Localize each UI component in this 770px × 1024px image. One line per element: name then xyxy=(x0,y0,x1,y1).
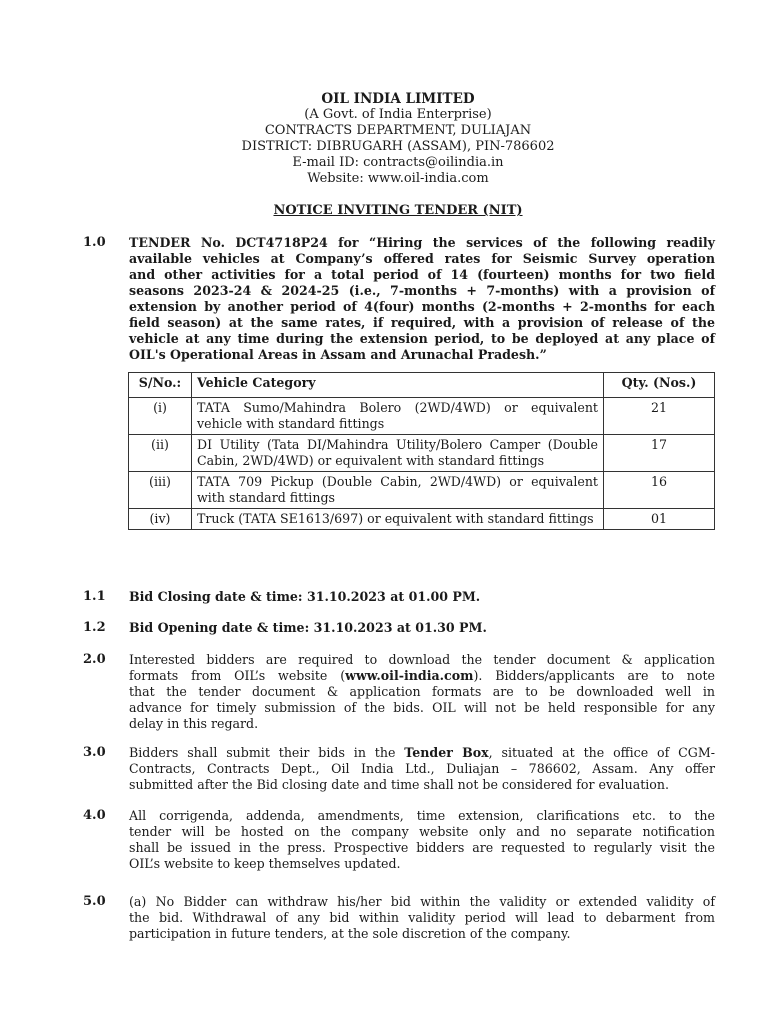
text-fragment: ). Bidders/applicants are to note xyxy=(473,668,716,683)
text-line: Interested bidders are required to download the tender document & application xyxy=(129,652,715,667)
cell-qty: 21 xyxy=(604,398,715,435)
website-link-text: www.oil-india.com xyxy=(345,668,474,683)
cell-category: TATA 709 Pickup (Double Cabin, 2WD/4WD) or equivalent with standard fittings xyxy=(192,472,604,509)
text-line: and other activities for a total period of 14 (fourteen) months for two field xyxy=(129,267,715,282)
table-row xyxy=(129,398,715,435)
cell-sno: (iv) xyxy=(129,509,192,530)
text-line: submitted after the Bid closing date and time shall not be considered for evaluation. xyxy=(129,777,669,792)
notice-title: NOTICE INVITING TENDER (NIT) xyxy=(273,203,523,218)
department-name: CONTRACTS DEPARTMENT, DULIAJAN xyxy=(264,123,532,138)
text-line: Contracts, Contracts Dept., Oil India Ltd., Duliajan – 786602, Assam. Any offer xyxy=(129,761,715,776)
text-line: that the tender document & application formats are to be downloaded well in xyxy=(129,684,715,699)
vehicle-table xyxy=(128,372,715,530)
text-line: vehicle at any time during the extension period, to be deployed at any place of xyxy=(129,331,715,346)
bid-closing-text: Bid Closing date & time: 31.10.2023 at 01.00 PM. xyxy=(129,589,481,604)
text-line: seasons 2023-24 & 2024-25 (i.e., 7-months + 7-months) with a provision of xyxy=(129,283,715,298)
text-line: delay in this regard. xyxy=(129,716,259,731)
tender-box-text: Tender Box xyxy=(404,745,489,760)
text-line: OIL's Operational Areas in Assam and Arunachal Pradesh.” xyxy=(129,347,547,362)
section-number: 1.1 xyxy=(83,589,106,604)
header-sno: S/No.: xyxy=(129,373,192,398)
section-number: 4.0 xyxy=(83,808,106,823)
section-number: 3.0 xyxy=(83,745,106,760)
district-address: DISTRICT: DIBRUGARH (ASSAM), PIN-786602 xyxy=(241,139,555,154)
text-line xyxy=(129,668,715,684)
cell-category: Truck (TATA SE1613/697) or equivalent with standard fittings xyxy=(192,509,604,530)
table-row xyxy=(129,472,715,509)
section-3-0-text xyxy=(129,745,715,793)
text-line: field season) at the same rates, if required, with a provision of release of the xyxy=(129,315,715,330)
text-line: TENDER No. DCT4718P24 for “Hiring the services of the following readily xyxy=(129,235,715,250)
text-line: shall be issued in the press. Prospective bidders are requested to regularly visit the xyxy=(129,840,715,855)
text-line: advance for timely submission of the bids. OIL will not be held responsible for any xyxy=(129,700,715,715)
section-4-0-text xyxy=(129,808,715,872)
section-2-0-text xyxy=(129,652,715,732)
section-number: 2.0 xyxy=(83,652,106,667)
text-line: (a) No Bidder can withdraw his/her bid within the validity or extended validity of xyxy=(129,894,715,909)
text-line: the bid. Withdrawal of any bid within validity period will lead to debarment from xyxy=(129,910,715,925)
text-line: tender will be hosted on the company website only and no separate notification xyxy=(129,824,715,839)
company-subtitle: (A Govt. of India Enterprise) xyxy=(304,107,492,122)
text-line xyxy=(129,745,715,761)
text-line: participation in future tenders, at the sole discretion of the company. xyxy=(129,926,571,941)
text-line: All corrigenda, addenda, amendments, time extension, clarifications etc. to the xyxy=(129,808,715,823)
company-name: OIL INDIA LIMITED xyxy=(321,91,475,107)
table-row xyxy=(129,509,715,530)
table-header-row xyxy=(129,373,715,398)
bid-opening-text: Bid Opening date & time: 31.10.2023 at 01.30 PM. xyxy=(129,620,487,635)
section-1-0-text xyxy=(129,235,715,363)
cell-qty: 16 xyxy=(604,472,715,509)
text-fragment: formats from OIL’s website ( xyxy=(129,668,346,683)
text-fragment: , situated at the office of CGM- xyxy=(488,745,715,760)
section-number: 1.2 xyxy=(83,620,106,635)
section-5-0-text xyxy=(129,894,715,942)
email-line: E-mail ID: contracts@oilindia.in xyxy=(292,155,504,170)
cell-sno: (iii) xyxy=(129,472,192,509)
text-line: OIL’s website to keep themselves updated. xyxy=(129,856,401,871)
cell-category: DI Utility (Tata DI/Mahindra Utility/Bolero Camper (Double Cabin, 2WD/4WD) or equivalent with standard fittings xyxy=(192,435,604,472)
website-line: Website: www.oil-india.com xyxy=(307,171,489,186)
section-number: 1.0 xyxy=(83,235,106,250)
cell-qty: 01 xyxy=(604,509,715,530)
text-fragment: Bidders shall submit their bids in the xyxy=(129,745,405,760)
cell-qty: 17 xyxy=(604,435,715,472)
cell-category: TATA Sumo/Mahindra Bolero (2WD/4WD) or equivalent vehicle with standard fittings xyxy=(192,398,604,435)
text-line: extension by another period of 4(four) months (2-months + 2-months for each xyxy=(129,299,715,314)
section-number: 5.0 xyxy=(83,894,106,909)
cell-sno: (ii) xyxy=(129,435,192,472)
cell-sno: (i) xyxy=(129,398,192,435)
text-line: available vehicles at Company’s offered rates for Seismic Survey operation xyxy=(129,251,715,266)
table-row xyxy=(129,435,715,472)
header-qty: Qty. (Nos.) xyxy=(604,373,715,398)
header-category: Vehicle Category xyxy=(192,373,604,398)
